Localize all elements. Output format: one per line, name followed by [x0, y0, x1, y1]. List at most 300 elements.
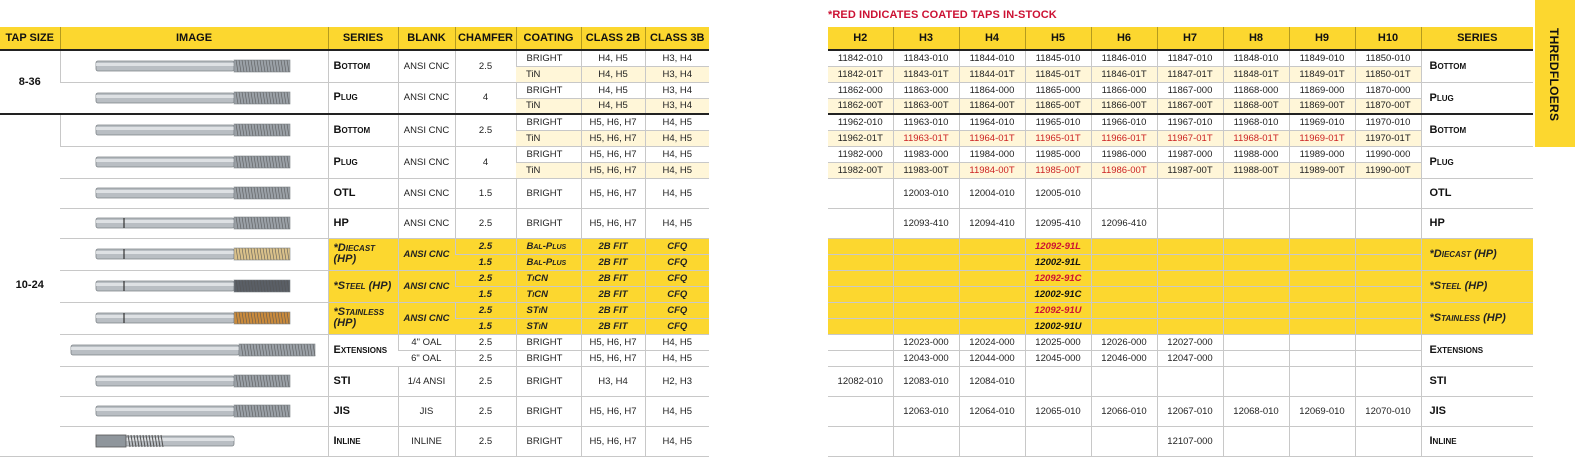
- part-number-cell: 11863-000: [893, 82, 959, 98]
- blank-cell: 1/4 ANSI: [398, 366, 455, 396]
- series-cell: *Diecast (HP): [1421, 238, 1533, 270]
- part-number-cell: 11866-000: [1091, 82, 1157, 98]
- part-number-cell: [1355, 208, 1421, 238]
- part-number-cell: 12096-410: [1091, 208, 1157, 238]
- part-number-cell: 11963-01T: [893, 130, 959, 146]
- series-cell: Plug: [328, 82, 398, 114]
- part-number-cell: [1157, 178, 1223, 208]
- series-cell: *Steel (HP): [328, 270, 398, 302]
- class-3b-cell: H4, H5: [645, 396, 709, 426]
- part-number-cell: 11845-010: [1025, 50, 1091, 66]
- part-number-cell: 11849-010: [1289, 50, 1355, 66]
- part-number-cell: [1223, 318, 1289, 334]
- part-number-cell: 11862-00T: [828, 98, 893, 114]
- table-row: [0, 208, 709, 238]
- part-number-cell: [893, 302, 959, 318]
- tap-image-cell: [60, 178, 328, 208]
- class-3b-cell: H3, H4: [645, 50, 709, 66]
- class-3b-cell: H4, H5: [645, 146, 709, 162]
- class-3b-cell: H3, H4: [645, 98, 709, 114]
- part-number-cell: 11868-00T: [1223, 98, 1289, 114]
- coating-cell: BRIGHT: [516, 426, 581, 456]
- part-number-cell: 12065-010: [1025, 396, 1091, 426]
- part-number-cell: [1355, 286, 1421, 302]
- blank-cell: ANSI CNC: [398, 302, 455, 334]
- part-number-cell: [1289, 270, 1355, 286]
- tap-image-cell: [60, 270, 328, 302]
- class-2b-cell: H5, H6, H7: [581, 208, 645, 238]
- part-number-cell: 12003-010: [893, 178, 959, 208]
- part-number-cell: [1091, 270, 1157, 286]
- part-number-cell: 11867-00T: [1157, 98, 1223, 114]
- series-cell: Extensions: [328, 334, 398, 366]
- part-number-cell: [893, 286, 959, 302]
- blank-cell: ANSI CNC: [398, 178, 455, 208]
- part-number-table: [828, 27, 1533, 457]
- part-number-cell: 12092-91C: [1025, 270, 1091, 286]
- tap-icon: [94, 243, 294, 265]
- column-header: BLANK: [398, 27, 455, 50]
- part-number-cell: [1289, 350, 1355, 366]
- part-number-cell: 12084-010: [959, 366, 1025, 396]
- blank-cell: ANSI CNC: [398, 238, 455, 270]
- part-number-cell: 12092-91L: [1025, 238, 1091, 254]
- tap-icon: [69, 339, 319, 361]
- part-number-cell: [1355, 350, 1421, 366]
- class-2b-cell: 2B FIT: [581, 270, 645, 286]
- part-number-cell: [1355, 238, 1421, 254]
- part-number-cell: 11847-010: [1157, 50, 1223, 66]
- part-number-cell: 12024-000: [959, 334, 1025, 350]
- part-number-cell: 11850-01T: [1355, 66, 1421, 82]
- part-number-cell: [828, 318, 893, 334]
- column-header: TAP SIZE: [0, 27, 60, 50]
- series-cell: Bottom: [328, 114, 398, 146]
- part-number-cell: 11984-000: [959, 146, 1025, 162]
- part-number-cell: [1223, 270, 1289, 286]
- part-number-cell: 12067-010: [1157, 396, 1223, 426]
- table-row: [0, 114, 709, 130]
- blank-cell: INLINE: [398, 426, 455, 456]
- in-stock-note: *RED INDICATES COATED TAPS IN-STOCK: [828, 9, 1057, 21]
- part-number-cell: [1289, 208, 1355, 238]
- part-number-cell: [1355, 366, 1421, 396]
- part-number-cell: [1223, 350, 1289, 366]
- part-number-cell: 11989-00T: [1289, 162, 1355, 178]
- class-2b-cell: H5, H6, H7: [581, 114, 645, 130]
- coating-cell: TiN: [516, 66, 581, 82]
- part-number-cell: 11967-010: [1157, 114, 1223, 130]
- table-row: [0, 396, 709, 426]
- series-cell: Bottom: [1421, 50, 1533, 82]
- part-number-cell: 11985-000: [1025, 146, 1091, 162]
- class-3b-cell: CFQ: [645, 318, 709, 334]
- part-number-cell: 11969-010: [1289, 114, 1355, 130]
- tap-image-cell: [60, 302, 328, 334]
- table-row: [828, 302, 1533, 318]
- tap-size-cell: 8-36: [0, 50, 60, 114]
- class-2b-cell: H5, H6, H7: [581, 162, 645, 178]
- table-row: [828, 334, 1533, 350]
- chamfer-cell: 2.5: [455, 366, 516, 396]
- part-number-cell: 11986-00T: [1091, 162, 1157, 178]
- part-number-cell: [1157, 366, 1223, 396]
- coating-cell: BRIGHT: [516, 146, 581, 162]
- part-number-cell: 12083-010: [893, 366, 959, 396]
- part-number-cell: 11969-01T: [1289, 130, 1355, 146]
- series-cell: Inline: [1421, 426, 1533, 456]
- tap-image-cell: [60, 146, 328, 178]
- column-header: H10: [1355, 27, 1421, 50]
- part-number-cell: [1091, 426, 1157, 456]
- coating-cell: BRIGHT: [516, 366, 581, 396]
- part-number-cell: [828, 270, 893, 286]
- part-number-cell: 11984-00T: [959, 162, 1025, 178]
- series-cell: Plug: [328, 146, 398, 178]
- part-number-cell: 11850-010: [1355, 50, 1421, 66]
- part-number-cell: 11847-01T: [1157, 66, 1223, 82]
- part-number-cell: 12064-010: [959, 396, 1025, 426]
- part-number-cell: [828, 350, 893, 366]
- tap-image-cell: [60, 238, 328, 270]
- part-number-cell: [959, 254, 1025, 270]
- part-number-cell: [893, 254, 959, 270]
- part-number-cell: [1223, 286, 1289, 302]
- part-number-cell: 11967-01T: [1157, 130, 1223, 146]
- part-number-cell: 11864-000: [959, 82, 1025, 98]
- part-number-cell: [1091, 318, 1157, 334]
- part-number-cell: 12093-410: [893, 208, 959, 238]
- blank-cell: ANSI CNC: [398, 146, 455, 178]
- coating-cell: BRIGHT: [516, 208, 581, 238]
- part-number-cell: [1355, 270, 1421, 286]
- part-number-cell: 11867-000: [1157, 82, 1223, 98]
- coating-cell: TiN: [516, 162, 581, 178]
- part-number-cell: 11968-010: [1223, 114, 1289, 130]
- part-number-cell: [1289, 254, 1355, 270]
- blank-cell: 4" OAL: [398, 334, 455, 350]
- series-cell: Inline: [328, 426, 398, 456]
- part-number-cell: 12082-010: [828, 366, 893, 396]
- class-2b-cell: 2B FIT: [581, 254, 645, 270]
- part-number-cell: [1091, 178, 1157, 208]
- class-2b-cell: H5, H6, H7: [581, 130, 645, 146]
- table-row: [828, 396, 1533, 426]
- part-number-cell: [1091, 366, 1157, 396]
- class-3b-cell: H3, H4: [645, 66, 709, 82]
- blank-cell: ANSI CNC: [398, 270, 455, 302]
- part-number-cell: [828, 302, 893, 318]
- series-cell: *Diecast (HP): [328, 238, 398, 270]
- coating-cell: BRIGHT: [516, 350, 581, 366]
- coating-cell: TiN: [516, 130, 581, 146]
- tap-icon: [94, 212, 294, 234]
- class-3b-cell: H4, H5: [645, 114, 709, 130]
- column-header: SERIES: [328, 27, 398, 50]
- part-number-cell: 12092-91U: [1025, 302, 1091, 318]
- blank-cell: ANSI CNC: [398, 82, 455, 114]
- part-number-cell: 11846-01T: [1091, 66, 1157, 82]
- tap-image-cell: [60, 50, 328, 82]
- part-number-cell: 12069-010: [1289, 396, 1355, 426]
- blank-cell: ANSI CNC: [398, 50, 455, 82]
- series-cell: *Stainless (HP): [328, 302, 398, 334]
- part-number-cell: [1157, 286, 1223, 302]
- part-number-cell: 11870-00T: [1355, 98, 1421, 114]
- part-number-cell: [959, 270, 1025, 286]
- table-row: [828, 208, 1533, 238]
- chamfer-cell: 1.5: [455, 254, 516, 270]
- chamfer-cell: 2.5: [455, 396, 516, 426]
- part-number-cell: 11864-00T: [959, 98, 1025, 114]
- part-number-cell: 11965-01T: [1025, 130, 1091, 146]
- part-number-cell: [893, 238, 959, 254]
- tap-icon: [94, 182, 294, 204]
- series-cell: *Steel (HP): [1421, 270, 1533, 302]
- part-number-cell: [1091, 238, 1157, 254]
- tap-icon: [94, 400, 294, 422]
- series-cell: STI: [1421, 366, 1533, 396]
- part-number-cell: 12068-010: [1223, 396, 1289, 426]
- class-2b-cell: H5, H6, H7: [581, 396, 645, 426]
- part-number-cell: [1355, 426, 1421, 456]
- part-number-cell: [1289, 178, 1355, 208]
- tap-icon: [94, 430, 294, 452]
- part-number-cell: 11863-00T: [893, 98, 959, 114]
- class-2b-cell: 2B FIT: [581, 286, 645, 302]
- part-number-cell: 12025-000: [1025, 334, 1091, 350]
- part-number-cell: 12002-91L: [1025, 254, 1091, 270]
- class-3b-cell: H4, H5: [645, 208, 709, 238]
- column-header: CHAMFER: [455, 27, 516, 50]
- part-number-cell: 11849-01T: [1289, 66, 1355, 82]
- part-number-cell: 11990-00T: [1355, 162, 1421, 178]
- series-cell: Bottom: [1421, 114, 1533, 146]
- class-2b-cell: 2B FIT: [581, 302, 645, 318]
- part-number-cell: 11970-01T: [1355, 130, 1421, 146]
- tap-image-cell: [60, 114, 328, 146]
- coating-cell: BRIGHT: [516, 396, 581, 426]
- tap-icon: [94, 119, 294, 141]
- part-number-cell: [959, 318, 1025, 334]
- part-number-cell: [1157, 208, 1223, 238]
- part-number-cell: [1355, 334, 1421, 350]
- part-number-cell: [959, 286, 1025, 302]
- blank-cell: ANSI CNC: [398, 208, 455, 238]
- part-number-cell: [1157, 254, 1223, 270]
- part-number-cell: 11865-000: [1025, 82, 1091, 98]
- class-3b-cell: CFQ: [645, 302, 709, 318]
- part-number-cell: 11988-00T: [1223, 162, 1289, 178]
- table-row: [828, 366, 1533, 396]
- section-tab: [1535, 0, 1575, 147]
- part-number-cell: [1091, 286, 1157, 302]
- part-number-cell: [1157, 238, 1223, 254]
- series-cell: STI: [328, 366, 398, 396]
- part-number-cell: 12004-010: [959, 178, 1025, 208]
- part-number-cell: 11844-010: [959, 50, 1025, 66]
- column-header: IMAGE: [60, 27, 328, 50]
- tap-icon: [94, 275, 294, 297]
- part-number-cell: 11845-01T: [1025, 66, 1091, 82]
- part-number-cell: 12066-010: [1091, 396, 1157, 426]
- part-number-cell: 11987-00T: [1157, 162, 1223, 178]
- class-2b-cell: H5, H6, H7: [581, 146, 645, 162]
- class-3b-cell: H4, H5: [645, 162, 709, 178]
- coating-cell: TiN: [516, 98, 581, 114]
- part-number-cell: 12002-91C: [1025, 286, 1091, 302]
- part-number-cell: 11985-00T: [1025, 162, 1091, 178]
- part-number-cell: [1223, 178, 1289, 208]
- tap-image-cell: [60, 334, 328, 366]
- series-cell: HP: [1421, 208, 1533, 238]
- part-number-cell: [1289, 334, 1355, 350]
- part-number-cell: [1157, 302, 1223, 318]
- part-number-cell: [1289, 366, 1355, 396]
- column-header: H7: [1157, 27, 1223, 50]
- column-header: H3: [893, 27, 959, 50]
- part-number-cell: [959, 426, 1025, 456]
- part-number-cell: 12045-000: [1025, 350, 1091, 366]
- table-row: [828, 50, 1533, 66]
- part-number-cell: [959, 302, 1025, 318]
- part-number-cell: [1025, 366, 1091, 396]
- tap-icon: [94, 370, 294, 392]
- part-number-cell: 11870-000: [1355, 82, 1421, 98]
- class-3b-cell: H4, H5: [645, 334, 709, 350]
- part-number-cell: [828, 238, 893, 254]
- table-row: [828, 114, 1533, 130]
- column-header: H4: [959, 27, 1025, 50]
- tap-icon: [94, 307, 294, 329]
- tap-icon: [94, 151, 294, 173]
- series-cell: Plug: [1421, 82, 1533, 114]
- chamfer-cell: 4: [455, 82, 516, 114]
- column-header: CLASS 2B: [581, 27, 645, 50]
- part-number-cell: 11865-00T: [1025, 98, 1091, 114]
- coating-cell: Bal-Plus: [516, 254, 581, 270]
- part-number-cell: 11986-000: [1091, 146, 1157, 162]
- part-number-cell: 11987-000: [1157, 146, 1223, 162]
- coating-cell: BRIGHT: [516, 178, 581, 208]
- class-3b-cell: H2, H3: [645, 366, 709, 396]
- column-header: H6: [1091, 27, 1157, 50]
- part-number-cell: 11962-010: [828, 114, 893, 130]
- blank-cell: ANSI CNC: [398, 114, 455, 146]
- part-number-cell: 12005-010: [1025, 178, 1091, 208]
- part-number-cell: [828, 426, 893, 456]
- part-number-cell: 11963-010: [893, 114, 959, 130]
- tap-icon: [94, 87, 294, 109]
- class-2b-cell: H5, H6, H7: [581, 350, 645, 366]
- part-number-cell: 11989-000: [1289, 146, 1355, 162]
- class-2b-cell: H4, H5: [581, 98, 645, 114]
- class-3b-cell: CFQ: [645, 270, 709, 286]
- part-number-cell: [1289, 426, 1355, 456]
- table-row: [828, 270, 1533, 286]
- series-cell: *Stainless (HP): [1421, 302, 1533, 334]
- part-number-cell: [1289, 318, 1355, 334]
- chamfer-cell: 2.5: [455, 350, 516, 366]
- coating-cell: TiCN: [516, 286, 581, 302]
- coating-cell: BRIGHT: [516, 334, 581, 350]
- class-2b-cell: H5, H6, H7: [581, 334, 645, 350]
- part-number-cell: 11983-00T: [893, 162, 959, 178]
- part-number-cell: [1223, 334, 1289, 350]
- part-number-cell: 11868-000: [1223, 82, 1289, 98]
- chamfer-cell: 2.5: [455, 302, 516, 318]
- class-2b-cell: H4, H5: [581, 66, 645, 82]
- part-number-cell: [1223, 254, 1289, 270]
- part-number-cell: 12095-410: [1025, 208, 1091, 238]
- part-number-cell: [1091, 302, 1157, 318]
- coating-cell: STiN: [516, 302, 581, 318]
- part-number-cell: [1223, 366, 1289, 396]
- column-header: H8: [1223, 27, 1289, 50]
- chamfer-cell: 2.5: [455, 238, 516, 254]
- part-number-cell: 11970-010: [1355, 114, 1421, 130]
- chamfer-cell: 2.5: [455, 114, 516, 146]
- part-number-cell: 12046-000: [1091, 350, 1157, 366]
- part-number-cell: 11988-000: [1223, 146, 1289, 162]
- tap-image-cell: [60, 426, 328, 456]
- series-cell: JIS: [1421, 396, 1533, 426]
- table-row: [0, 238, 709, 254]
- part-number-cell: [893, 318, 959, 334]
- part-number-cell: 12002-91U: [1025, 318, 1091, 334]
- column-header: CLASS 3B: [645, 27, 709, 50]
- tap-spec-table: [0, 27, 709, 457]
- table-row: [0, 270, 709, 286]
- part-number-cell: [828, 208, 893, 238]
- part-number-cell: 11965-010: [1025, 114, 1091, 130]
- part-number-cell: [1289, 238, 1355, 254]
- part-number-cell: [959, 238, 1025, 254]
- table-row: [828, 178, 1533, 208]
- coating-cell: TiCN: [516, 270, 581, 286]
- chamfer-cell: 4: [455, 146, 516, 178]
- part-number-cell: [1157, 318, 1223, 334]
- class-2b-cell: H4, H5: [581, 82, 645, 98]
- part-number-cell: 11846-010: [1091, 50, 1157, 66]
- part-number-cell: 11982-000: [828, 146, 893, 162]
- tap-size-cell: 10-24: [0, 114, 60, 456]
- part-number-cell: 11990-000: [1355, 146, 1421, 162]
- chamfer-cell: 1.5: [455, 286, 516, 302]
- chamfer-cell: 2.5: [455, 270, 516, 286]
- class-2b-cell: 2B FIT: [581, 238, 645, 254]
- table-row: [0, 426, 709, 456]
- part-number-cell: 11962-01T: [828, 130, 893, 146]
- part-number-cell: 12044-000: [959, 350, 1025, 366]
- class-3b-cell: CFQ: [645, 238, 709, 254]
- class-3b-cell: CFQ: [645, 286, 709, 302]
- table-row: [828, 82, 1533, 98]
- part-number-cell: [1223, 208, 1289, 238]
- class-3b-cell: H4, H5: [645, 350, 709, 366]
- section-tab-label: THREDFLOERS: [1547, 28, 1561, 122]
- part-number-cell: 12070-010: [1355, 396, 1421, 426]
- series-cell: Bottom: [328, 50, 398, 82]
- table-row: [0, 50, 709, 66]
- part-number-cell: 11869-00T: [1289, 98, 1355, 114]
- part-number-cell: [828, 178, 893, 208]
- column-header: H5: [1025, 27, 1091, 50]
- class-3b-cell: H4, H5: [645, 178, 709, 208]
- part-number-cell: [1223, 426, 1289, 456]
- part-number-cell: [1223, 302, 1289, 318]
- part-number-cell: 12027-000: [1157, 334, 1223, 350]
